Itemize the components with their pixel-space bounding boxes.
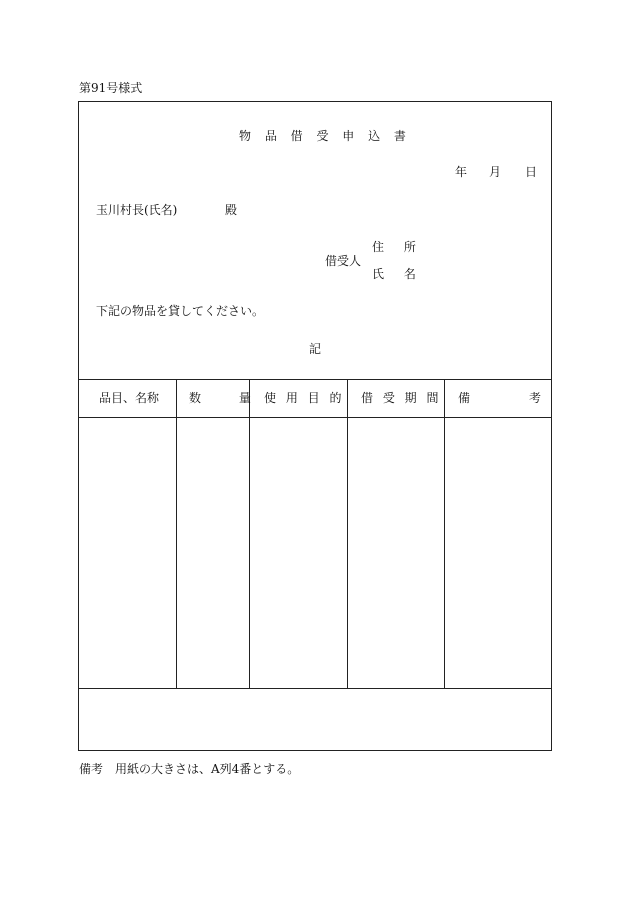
date-day-label: 日 xyxy=(525,165,538,179)
footnote: 備考 用紙の大きさは、A列4番とする。 xyxy=(79,762,300,776)
borrower-name-label: 氏 名 xyxy=(372,267,424,281)
column-divider-4 xyxy=(444,379,445,688)
borrower-address-label: 住 所 xyxy=(372,240,424,254)
request-text: 下記の物品を貸してください。 xyxy=(96,304,265,318)
header-quantity: 数 量 xyxy=(189,391,268,405)
addressee-label: 玉川村長(氏名) xyxy=(96,203,178,217)
form-frame xyxy=(78,101,552,751)
table-bottom-rule xyxy=(78,688,552,689)
column-divider-1 xyxy=(176,379,177,688)
header-period: 借 受 期 間 xyxy=(361,391,442,405)
column-divider-2 xyxy=(249,379,250,688)
borrower-label: 借受人 xyxy=(325,254,362,268)
header-item-name: 品目、名称 xyxy=(99,391,160,405)
date-year-label: 年 xyxy=(455,165,468,179)
header-remarks-2: 考 xyxy=(529,391,542,405)
header-bottom-rule xyxy=(78,417,552,418)
ki-label: 記 xyxy=(309,342,322,356)
form-number: 第91号様式 xyxy=(79,81,143,95)
header-purpose: 使 用 目 的 xyxy=(264,391,345,405)
form-title: 物 品 借 受 申 込 書 xyxy=(239,129,411,143)
addressee-honorific: 殿 xyxy=(225,203,238,217)
header-remarks-1: 備 xyxy=(458,391,471,405)
column-divider-3 xyxy=(347,379,348,688)
date-month-label: 月 xyxy=(489,165,502,179)
table-top-rule xyxy=(78,379,552,380)
